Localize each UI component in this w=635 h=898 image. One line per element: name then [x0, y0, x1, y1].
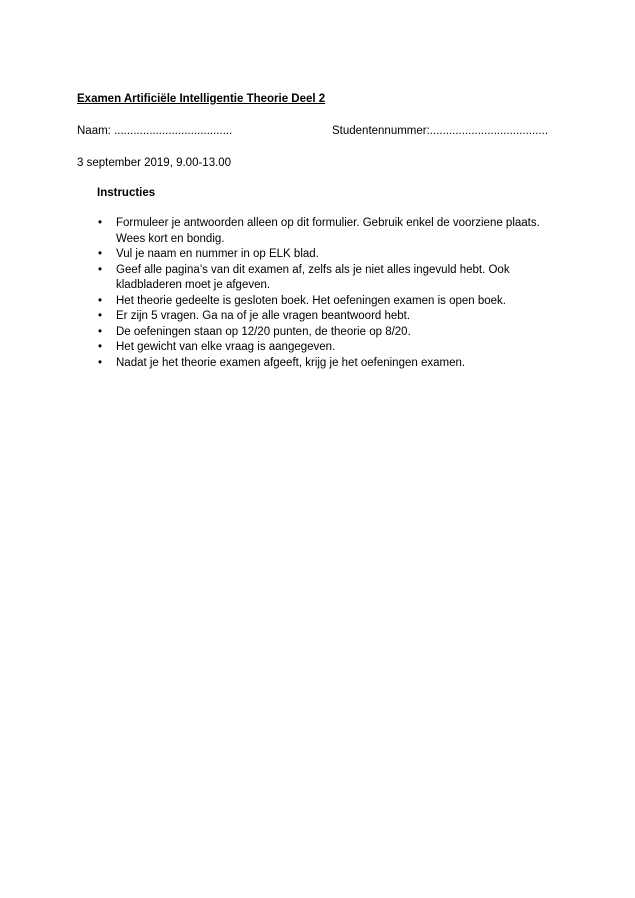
instruction-text: Vul je naam en nummer in op ELK blad.: [116, 248, 319, 260]
instruction-item-5: [95, 309, 565, 325]
instruction-item-2: [95, 247, 565, 263]
exam-title: Examen Artificiële Intelligentie Theorie Deel 2: [77, 93, 326, 105]
name-field: Naam: .....................................: [77, 125, 233, 137]
instruction-text: Geef alle pagina’s van dit examen af, zelfs als je niet alles ingevuld hebt. Ook kladbladeren moet je afgeven.: [116, 263, 510, 291]
instruction-text: De oefeningen staan op 12/20 punten, de theorie op 8/20.: [116, 325, 411, 338]
bullet-icon: •: [97, 248, 103, 260]
bullet-icon: •: [97, 341, 103, 353]
bullet-icon: •: [97, 356, 103, 369]
bullet-icon: •: [97, 310, 103, 322]
instruction-item-1: [95, 216, 565, 247]
instruction-list: [95, 216, 565, 371]
instruction-item-3: [95, 263, 565, 294]
bullet-icon: •: [97, 263, 103, 276]
instruction-item-7: [95, 340, 565, 356]
instruction-item-6: [95, 325, 565, 341]
student-number-field: Studentennummer:.....................................: [332, 125, 549, 137]
bullet-icon: •: [97, 294, 103, 307]
instruction-item-8: [95, 356, 565, 372]
instruction-text: Er zijn 5 vragen. Ga na of je alle vragen beantwoord hebt.: [116, 310, 411, 322]
instruction-item-4: [95, 294, 565, 310]
instruction-text: Het theorie gedeelte is gesloten boek. Het oefeningen examen is open boek.: [116, 294, 506, 307]
instruction-text: Nadat je het theorie examen afgeeft, krijg je het oefeningen examen.: [116, 356, 466, 369]
bullet-icon: •: [97, 217, 103, 229]
instructions-heading: Instructies: [97, 187, 156, 199]
instruction-text: Formuleer je antwoorden alleen op dit formulier. Gebruik enkel de voorziene plaats. Wees kort en bondig.: [116, 217, 540, 245]
bullet-icon: •: [97, 325, 103, 338]
exam-date: 3 september 2019, 9.00-13.00: [77, 157, 232, 169]
instruction-text: Het gewicht van elke vraag is aangegeven.: [116, 341, 336, 353]
